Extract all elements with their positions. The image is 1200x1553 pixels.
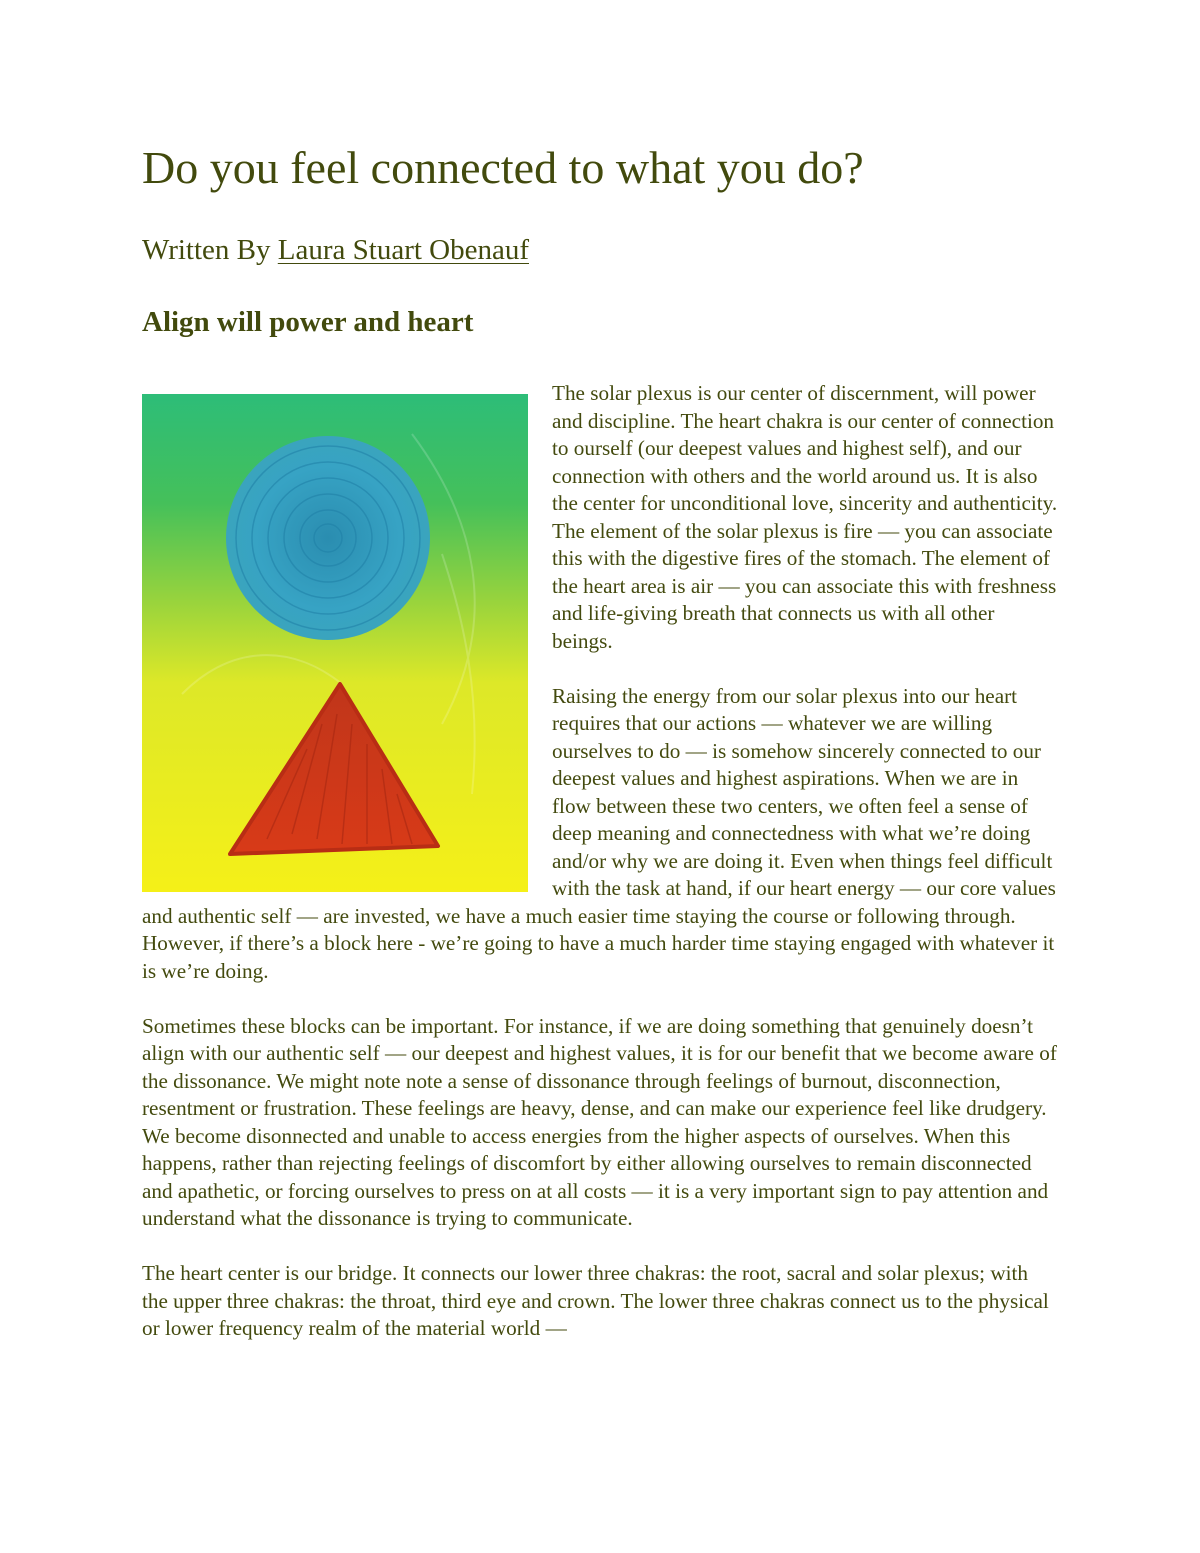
byline: [142, 232, 1058, 268]
paragraph: Raising the energy from our solar plexus into our heart requires that our actions — whatever we are willing ourselves to do — is somehow sincerely connected to our deepest values and highest aspirations. When we are in flow between these two centers, we often feel a sense of deep meaning and connectedness with what we’re doing and/or why we are doing it. Even when things feel difficult with the task at hand, if our heart energy — our core values and authentic self — are invested, we have a much easier time staying the course or following through. However, if there’s a block here - we’re going to have a much harder time staying engaged with whatever it is we’re doing.: [142, 683, 1056, 983]
paragraph: Sometimes these blocks can be important. For instance, if we are doing something that genuinely doesn’t align with our authentic self — our deepest and highest values, it is for our benefit that we become aware of the dissonance. We might note note a sense of dissonance through feelings of burnout, disconnection, resentment or frustration. These feelings are heavy, dense, and can make our experience feel like drudgery. We become disonnected and unable to access energies from the higher aspects of ourselves. When this happens, rather than rejecting feelings of discomfort by either allowing ourselves to remain disconnected and apathetic, or forcing ourselves to press on at all costs — it is a very important sign to pay attention and understand what the dissonance is trying to communicate.: [142, 1013, 1057, 1230]
author-link[interactable]: Laura Stuart Obenauf: [277, 234, 529, 266]
chakra-artwork: [142, 394, 528, 892]
paragraph: The heart center is our bridge. It connects our lower three chakras: the root, sacral and solar plexus; with the upper three chakras: the throat, third eye and crown. The lower three chakras connect us to the physical or lower frequency realm of the material world —: [142, 1261, 1049, 1340]
paragraph: The solar plexus is our center of discernment, will power and discipline. The heart chakra is our center of connection to ourself (our deepest values and highest self), and our connection with others and the world around us. It is also the center for unconditional love, sincerity and authenticity. The element of the solar plexus is fire — you can associate this with the digestive fires of the stomach. The element of the heart area is air — you can associate this with freshness and life-giving breath that connects us with all other beings.: [552, 381, 1058, 653]
byline-prefix: Written By: [142, 234, 271, 266]
circle-shape: [226, 436, 430, 640]
article: [142, 138, 1058, 1370]
page-title: Do you feel connected to what you do?: [142, 142, 864, 193]
article-body: [142, 380, 1058, 1343]
chakra-artwork-image: [142, 394, 528, 892]
article-subtitle: Align will power and heart: [142, 306, 474, 338]
